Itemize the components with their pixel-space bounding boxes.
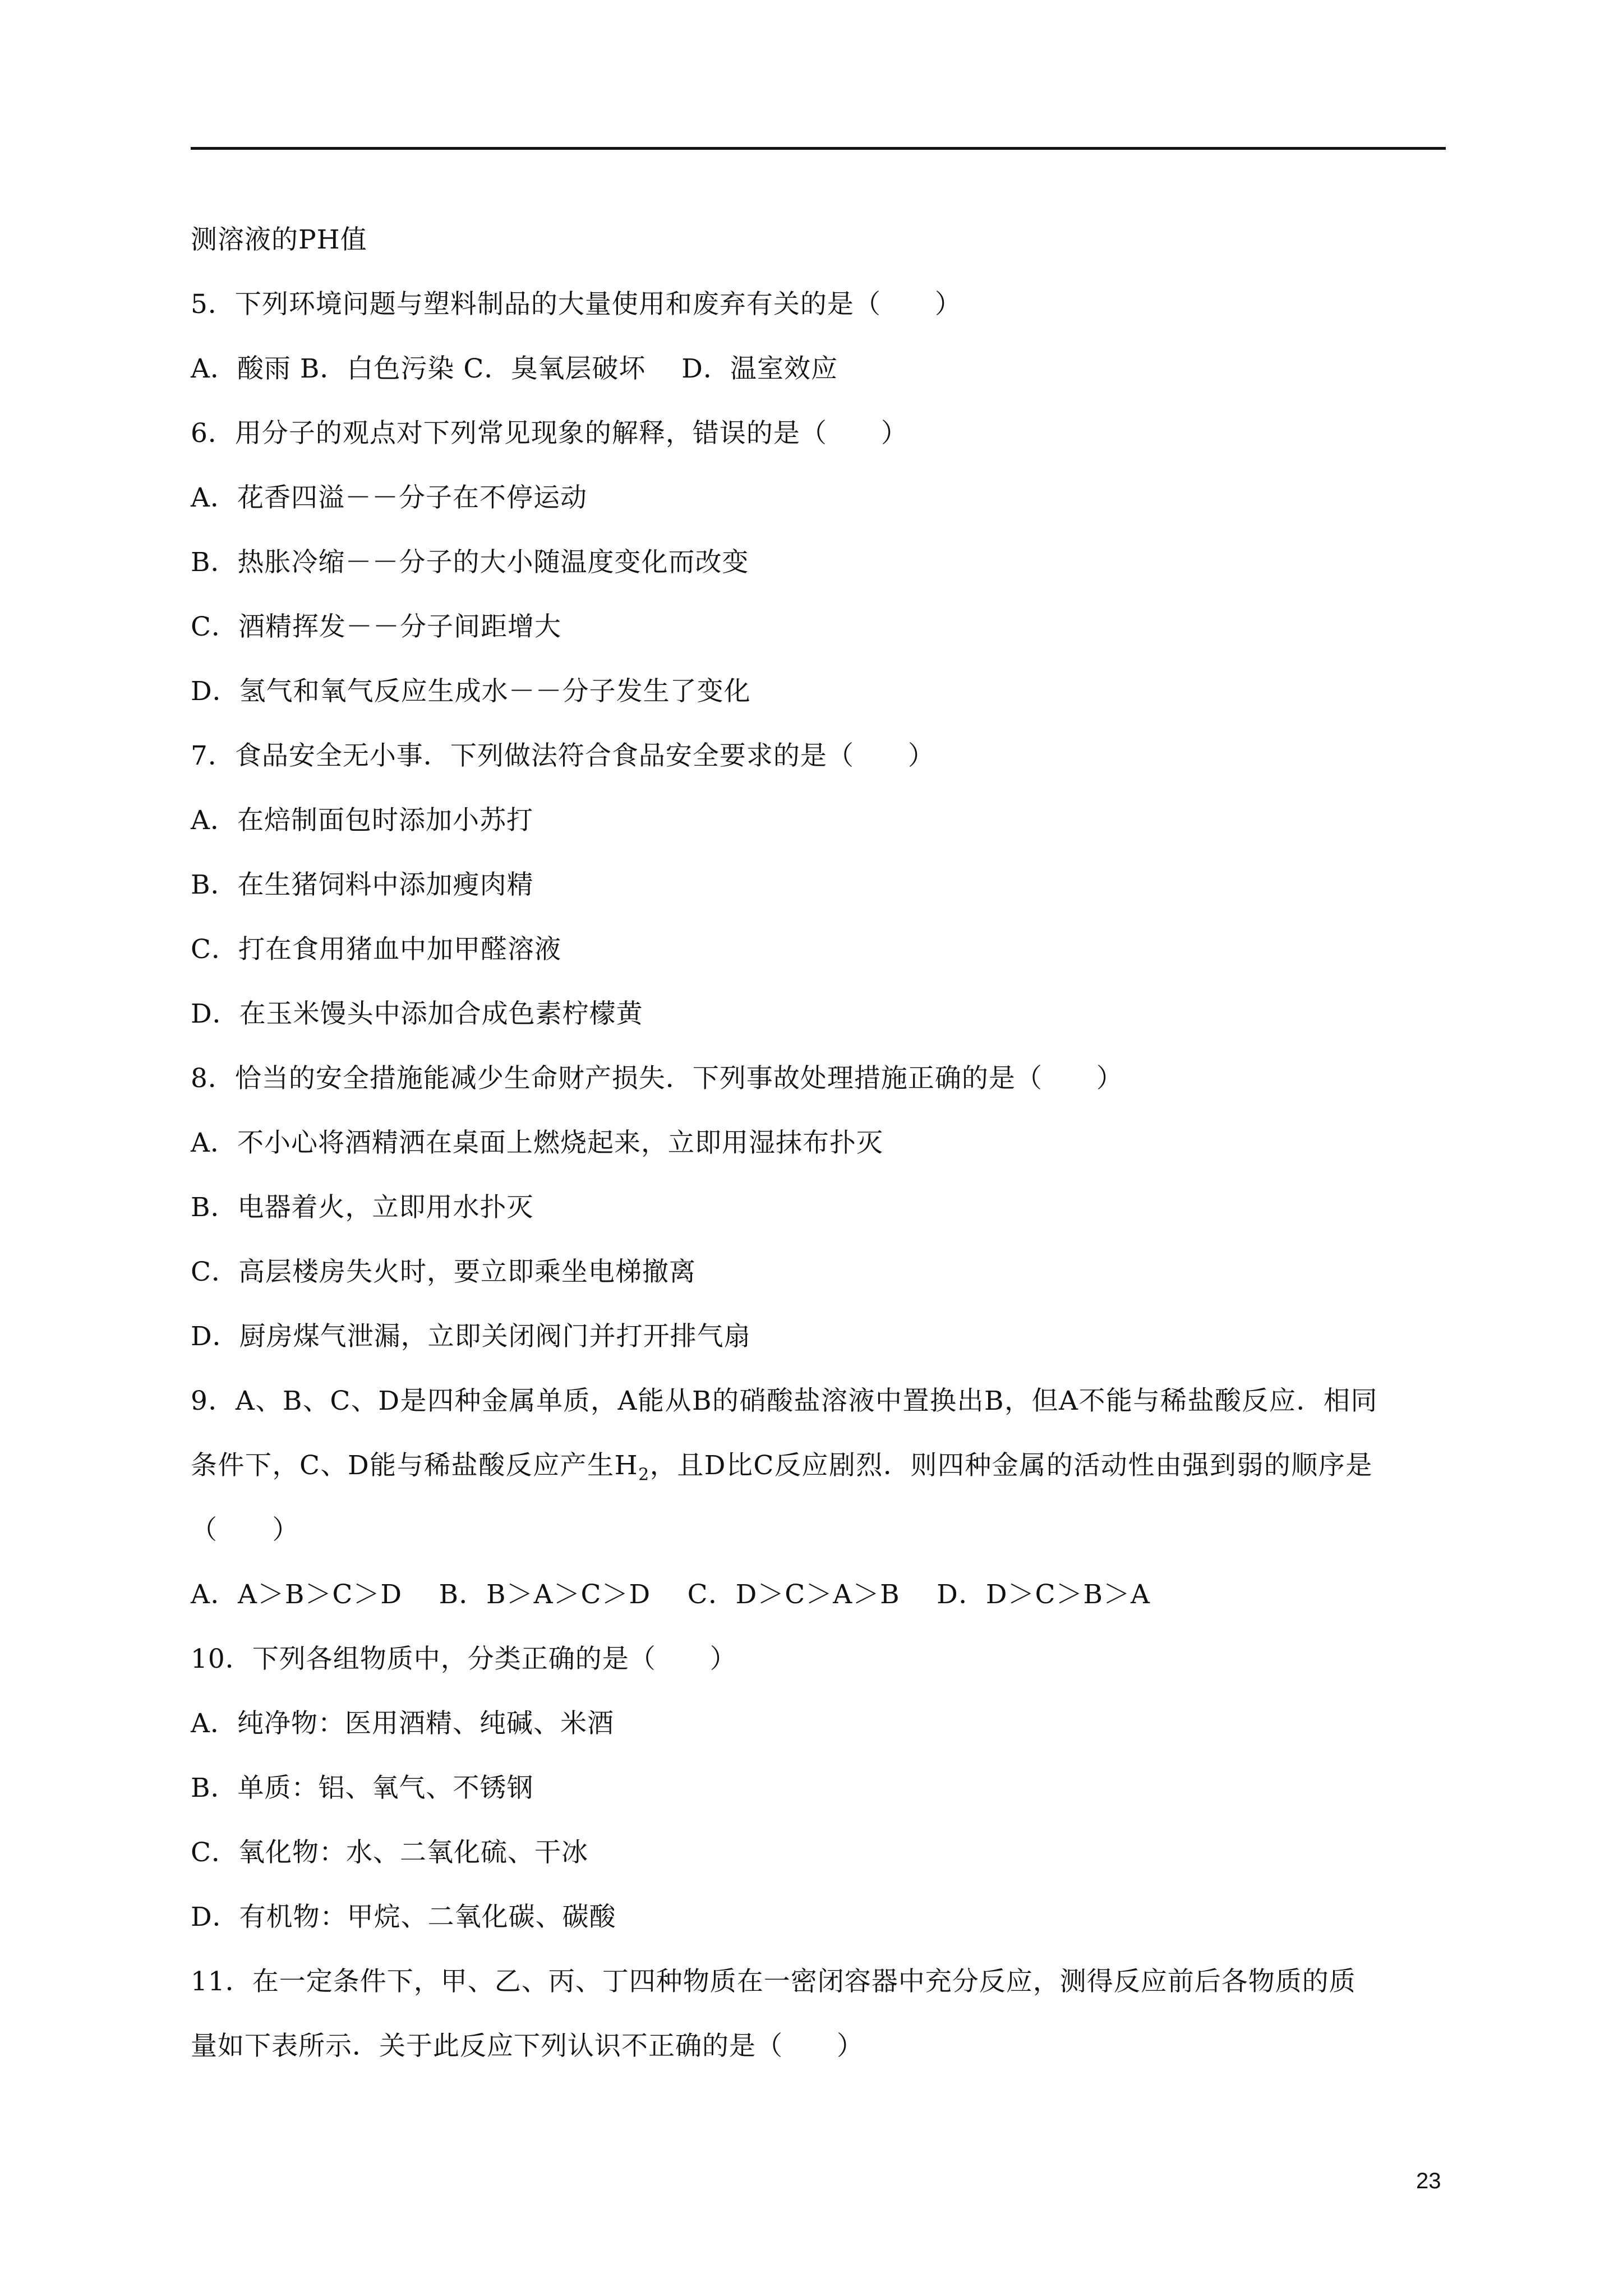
option-d: D．在玉米馒头中添加合成色素柠檬黄 <box>191 999 643 1029</box>
page-content <box>191 208 1447 2078</box>
question-stem: 8．恰当的安全措施能减少生命财产损失．下列事故处理措施正确的是（ ） <box>191 1063 1123 1094</box>
page-number: 23 <box>1416 2169 1441 2193</box>
option-a: A．纯净物：医用酒精、纯碱、米酒 <box>191 1708 614 1739</box>
stem-text: 条件下，C、D能与稀盐酸反应产生H <box>191 1450 639 1481</box>
subscript-2: 2 <box>638 1465 650 1485</box>
stem-text: ，且D比C反应剧烈．则四种金属的活动性由强到弱的顺序是 <box>649 1450 1373 1481</box>
question-11 <box>191 1949 1447 2078</box>
option-b: B．单质：铝、氧气、不锈钢 <box>191 1773 534 1803</box>
header-rule <box>191 147 1446 150</box>
question-5 <box>191 272 1447 401</box>
option-a: A．花香四溢－－分子在不停运动 <box>191 482 587 513</box>
option-d: D．氢气和氧气反应生成水－－分子发生了变化 <box>191 676 751 707</box>
fragment-prev: 测溶液的PH值 <box>191 224 367 255</box>
option-d: D．有机物：甲烷、二氧化碳、碳酸 <box>191 1902 616 1932</box>
option-c: C．氧化物：水、二氧化硫、干冰 <box>191 1837 588 1868</box>
option-c: C．酒精挥发－－分子间距增大 <box>191 611 561 642</box>
option-d: D．厨房煤气泄漏，立即关闭阀门并打开排气扇 <box>191 1321 751 1352</box>
option-b: B．电器着火，立即用水扑灭 <box>191 1192 534 1223</box>
question-stem-line-2: 量如下表所示．关于此反应下列认识不正确的是（ ） <box>191 2031 864 2062</box>
question-6 <box>191 401 1447 724</box>
option-c: C．打在食用猪血中加甲醛溶液 <box>191 934 561 965</box>
option-b: B．在生猪饲料中添加瘦肉精 <box>191 869 534 900</box>
question-stem-line-2 <box>191 1433 1447 1498</box>
question-stem: 6．用分子的观点对下列常见现象的解释，错误的是（ ） <box>191 418 908 449</box>
question-stem: 10．下列各组物质中，分类正确的是（ ） <box>191 1644 737 1674</box>
question-8 <box>191 1046 1447 1369</box>
option-a: A．在焙制面包时添加小苏打 <box>191 805 533 836</box>
option-b: B．热胀冷缩－－分子的大小随温度变化而改变 <box>191 547 749 578</box>
question-options: A．A＞B＞C＞D B．B＞A＞C＞D C．D＞C＞A＞B D．D＞C＞B＞A <box>191 1579 1151 1610</box>
question-7 <box>191 724 1447 1046</box>
question-10 <box>191 1627 1447 1949</box>
question-options: A．酸雨 B．白色污染 C．臭氧层破坏 D．温室效应 <box>191 353 838 384</box>
option-c: C．高层楼房失火时，要立即乘坐电梯撤离 <box>191 1257 696 1287</box>
question-stem: 7．食品安全无小事．下列做法符合食品安全要求的是（ ） <box>191 740 935 771</box>
question-stem-line-3: （ ） <box>191 1515 299 1545</box>
option-a: A．不小心将酒精洒在桌面上燃烧起来，立即用湿抹布扑灭 <box>191 1128 883 1158</box>
question-stem-line-1: 9．A、B、C、D是四种金属单质，A能从B的硝酸盐溶液中置换出B，但A不能与稀盐酸反应．相同 <box>191 1386 1378 1416</box>
question-stem-line-1: 11．在一定条件下，甲、乙、丙、丁四种物质在一密闭容器中充分反应，测得反应前后各物质的质 <box>191 1966 1356 1997</box>
question-9 <box>191 1369 1447 1627</box>
question-stem: 5．下列环境问题与塑料制品的大量使用和废弃有关的是（ ） <box>191 289 962 320</box>
